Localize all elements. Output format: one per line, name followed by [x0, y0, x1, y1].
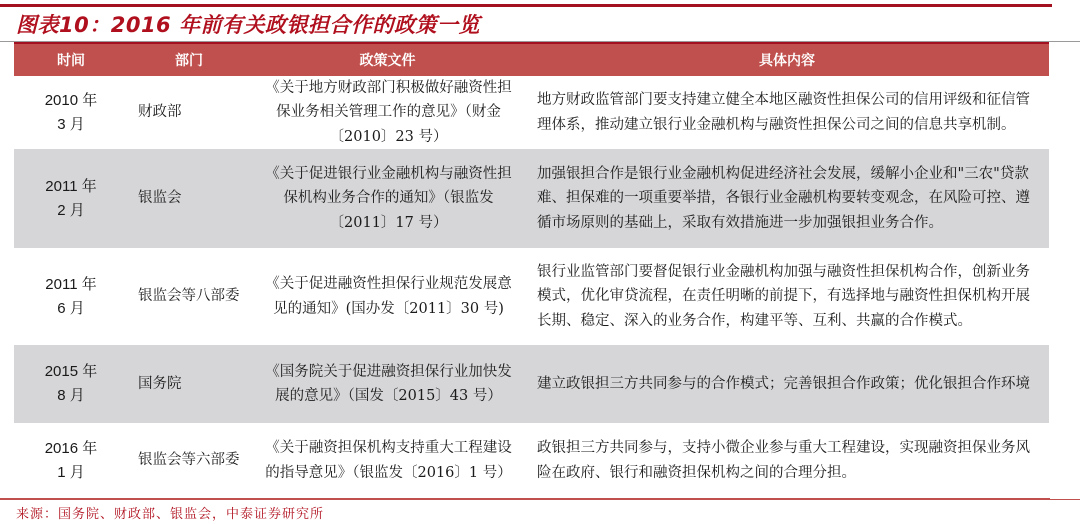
dept-cell: 国务院	[138, 375, 182, 392]
header-content: 具体内容	[759, 53, 815, 69]
doc-cell: 《关于地方财政部门积极做好融资性担保业务相关管理工作的意见》（财金〔2010〕23 号）	[265, 79, 512, 145]
table-row	[14, 76, 1049, 149]
source-note: 来源：国务院、财政部、银监会，中泰证券研究所	[16, 507, 325, 522]
content-cell: 地方财政监管部门要支持建立健全本地区融资性担保公司的信用评级和征信管理体系，推动建立银行业金融机构与融资性担保公司之间的信息共享机制。	[537, 92, 1030, 133]
bottom-rule	[0, 498, 1050, 500]
time-year: 2010 年	[44, 91, 98, 109]
content-cell: 银行业监管部门要督促银行业金融机构加强与融资性担保机构合作，创新业务模式，优化审贷流程，在责任明晰的前提下，有选择地与融资性担保机构开展长期、稳定、深入的业务合作，构建平等、互利、共赢的合作模式。	[537, 263, 1030, 329]
time-cell	[14, 248, 128, 345]
header-doc: 政策文件	[359, 53, 416, 69]
policy-table	[14, 42, 1049, 498]
dept-cell: 银监会等六部委	[138, 452, 240, 469]
figure-title: 图表10：2016 年前有关政银担合作的政策一览	[16, 13, 480, 37]
bottom-rule-extension	[1050, 499, 1080, 500]
dept-cell: 银监会	[138, 190, 182, 207]
doc-cell: 《关于促进融资性担保行业规范发展意见的通知》(国办发〔2011〕30 号)	[265, 276, 512, 317]
content-cell: 加强银担合作是银行业金融机构促进经济社会发展，缓解小企业和"三农"贷款难、担保难的一项重要举措，各银行业金融机构要转变观念，在风险可控、遵循市场原则的基础上，采取有效措施进一步加强银担业务合作。	[537, 165, 1030, 231]
time-month: 8 月	[57, 387, 85, 404]
table-row	[14, 248, 1049, 345]
time-year: 2015 年	[44, 363, 98, 380]
time-cell	[14, 76, 128, 149]
table-row	[14, 345, 1049, 423]
doc-cell: 《国务院关于促进融资担保行业加快发展的意见》（国发〔2015〕43 号）	[265, 363, 512, 404]
time-cell	[14, 149, 128, 248]
time-month: 3 月	[57, 115, 85, 133]
time-year: 2016 年	[44, 439, 98, 457]
dept-cell: 银监会等八部委	[138, 288, 240, 305]
doc-cell: 《关于融资担保机构支持重大工程建设的指导意见》（银监发〔2016〕1 号）	[265, 440, 512, 481]
top-rule	[0, 4, 1052, 7]
time-cell	[14, 423, 128, 498]
header-time: 时间	[57, 53, 85, 69]
dept-cell: 财政部	[138, 104, 182, 121]
content-cell: 建立政银担三方共同参与的合作模式；完善银担合作政策；优化银担合作环境	[537, 375, 1030, 392]
table-header	[14, 42, 1049, 76]
time-year: 2011 年	[45, 275, 97, 293]
time-month: 2 月	[57, 201, 85, 219]
time-month: 1 月	[57, 463, 85, 481]
table-row	[14, 149, 1049, 248]
table-row	[14, 423, 1049, 498]
time-month: 6 月	[57, 299, 85, 317]
content-cell: 政银担三方共同参与，支持小微企业参与重大工程建设，实现融资担保业务风险在政府、银行和融资担保机构之间的合理分担。	[537, 440, 1030, 481]
doc-cell: 《关于促进银行业金融机构与融资性担保机构业务合作的通知》（银监发〔2011〕17 号）	[265, 165, 512, 231]
time-year: 2011 年	[45, 177, 97, 195]
header-dept: 部门	[175, 53, 203, 69]
time-cell	[14, 345, 128, 423]
